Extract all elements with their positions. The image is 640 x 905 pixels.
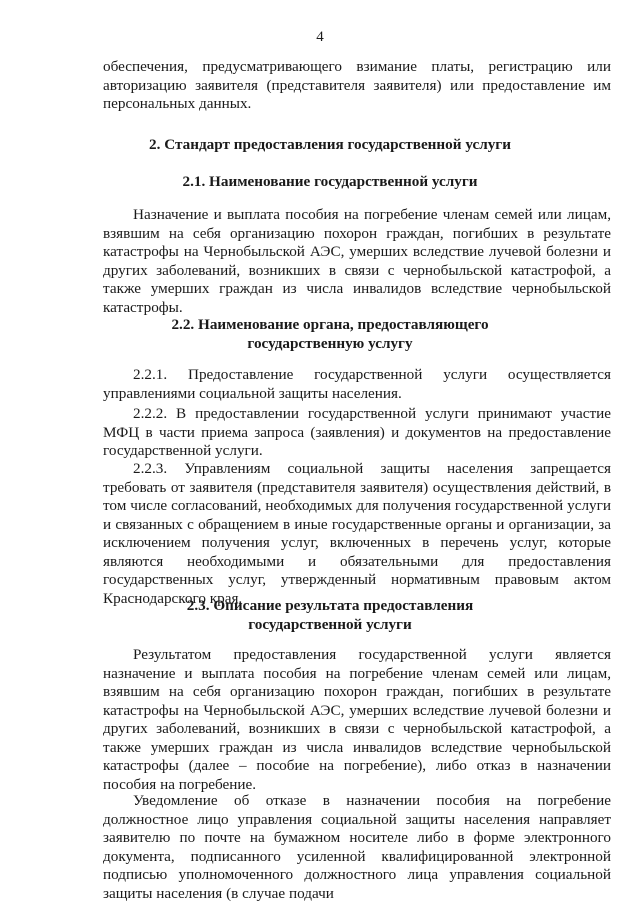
section-2-3-heading-line2: государственной услуги bbox=[248, 616, 412, 633]
section-2-3-result-paragraph: Результатом предоставления государственной услуги является назначение и выплата пособия на погребение членам семей или лицам, взявшим на себя организацию похорон граждан, погибших в результате катастрофы на Чернобыльской АЭС, умерших вследствие лучевой болезни и других заболеваний, возникших в связи с чернобыльской катастрофой, а также умерших граждан из числа инвалидов вследствие чернобыльской катастрофы (далее – пособие на погребение), либо отказ в назначении пособия на погребение. bbox=[103, 646, 611, 793]
section-2-2-1-paragraph: 2.2.1. Предоставление государственной услуги осуществляется управлениями социальной защиты населения. bbox=[103, 366, 611, 402]
section-2-2-heading-line2: государственную услугу bbox=[247, 335, 413, 352]
section-2-3-refusal-notice-paragraph: Уведомление об отказе в назначении пособия на погребение должностное лицо управления социальной защиты населения направляет заявителю по почте на бумажном носителе либо в форме электронного документа, подписанного усиленной квалифицированной электронной подписью уполномоченного должностного лица управления социальной защиты населения (в случае подачи bbox=[103, 792, 611, 902]
section-2-2-heading-line1: 2.2. Наименование органа, предоставляющего bbox=[171, 316, 489, 333]
section-2-heading: 2. Стандарт предоставления государственной услуги bbox=[149, 136, 511, 153]
intro-continuation-paragraph: обеспечения, предусматривающего взимание платы, регистрацию или авторизацию заявителя (представителя заявителя) или предоставление им персональных данных. bbox=[103, 58, 611, 112]
section-2-2-2-paragraph: 2.2.2. В предоставлении государственной услуги принимают участие МФЦ в части приема запроса (заявления) и документов на предоставление государственной услуги. bbox=[103, 405, 611, 459]
section-2-3-heading-line1: 2.3. Описание результата предоставления bbox=[186, 597, 474, 614]
section-2-1-heading: 2.1. Наименование государственной услуги bbox=[182, 173, 478, 190]
section-2-1-text: Назначение и выплата пособия на погребение членам семей или лицам, взявшим на себя организацию похорон граждан, погибших в результате катастрофы на Чернобыльской АЭС, умерших вследствие лучевой болезни и других заболеваний, возникших в связи с чернобыльской катастрофой, а также умерших граждан из числа инвалидов вследствие чернобыльской катастрофы. bbox=[103, 206, 611, 316]
page-number: 4 bbox=[316, 29, 324, 45]
section-2-2-3-paragraph: 2.2.3. Управлениям социальной защиты населения запрещается требовать от заявителя (представителя заявителя) осуществления действий, в том числе согласований, необходимых для получения государственной услуги и связанных с обращением в иные государственные органы и организации, за исключением получения услуг, включенных в перечень услуг, которые являются необходимыми и обязательными для предоставления государственных услуг, утвержденный нормативным правовым актом Краснодарского края. bbox=[103, 460, 611, 607]
